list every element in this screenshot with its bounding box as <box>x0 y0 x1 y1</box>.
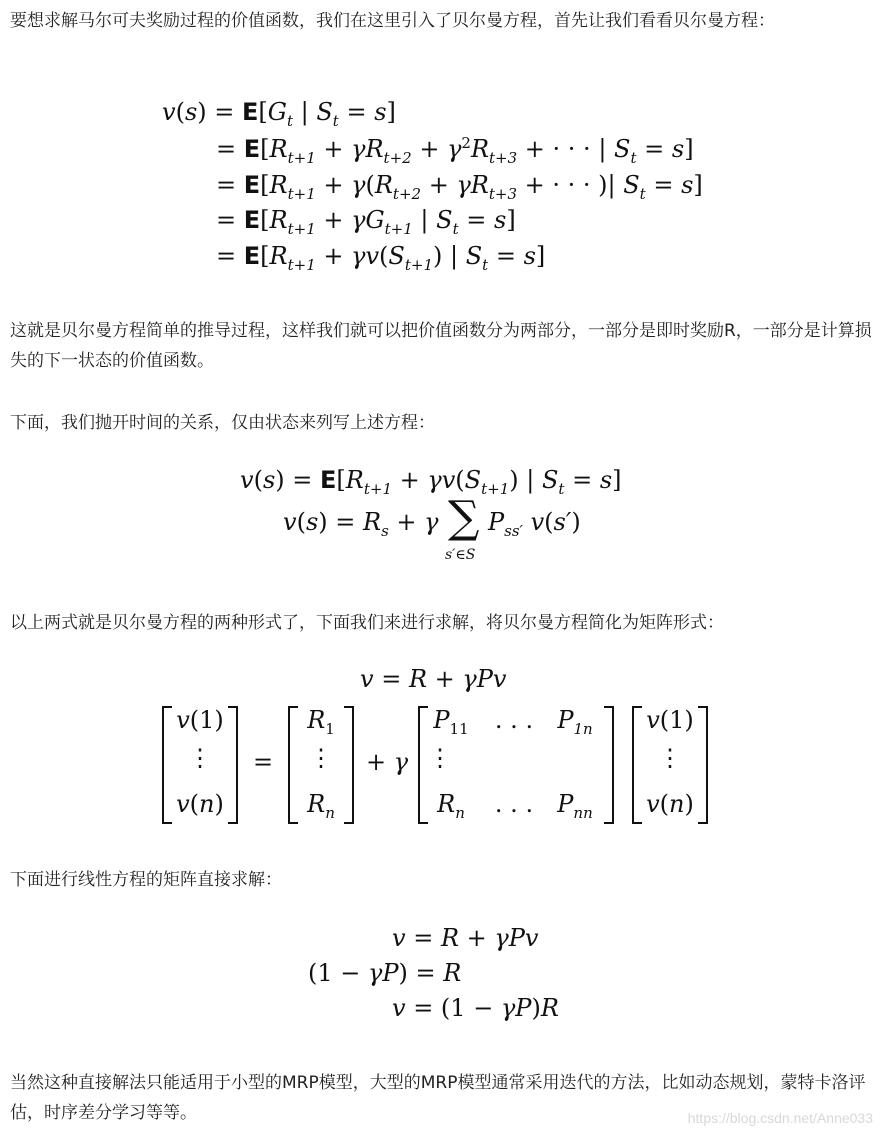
csdn-watermark: https://blog.csdn.net/Anne033 <box>687 1110 873 1126</box>
derivation-summary-paragraph: 这就是贝尔曼方程简单的推导过程，这样我们就可以把价值函数分为两部分，一部分是即时奖励R，一部分是计算损失的下一状态的价值函数。 <box>10 321 872 371</box>
conclusion-paragraph: 当然这种直接解法只能适用于小型的MRP模型，大型的MRP模型通常采用迭代的方法，比如动态规划，蒙特卡洛评估，时序差分学习等等。 <box>10 1073 866 1123</box>
solution-line-3: v = (1 − γP)R <box>392 994 559 1022</box>
solution-line-1: v = R + γPv <box>392 924 539 952</box>
derivation-line-2: = $E[R_{t+1} + \gamma R_{t+2} + \gamma^2R_{t+3}$ + · · · | $S_t = s$] <box>216 134 694 167</box>
solution-line-2: (1 − γP) = R <box>308 959 462 987</box>
state-form-line-1: $v(s) = E[R_{t+1} + \gamma v(S_{t+1})$ | $S_t = s$] <box>240 466 622 498</box>
summation-symbol: ∑ <box>448 492 480 543</box>
summation-index: s′∈S <box>445 547 476 563</box>
state-form-paragraph: 下面，我们抛开时间的关系，仅由状态来列写上述方程： <box>10 413 435 433</box>
state-form-line-2: $v(s) = R_s + \gamma$ <box>283 508 439 540</box>
state-form-line-2-tail: $P_{ss'}$ v(s′) <box>488 508 581 540</box>
derivation-line-3: = $E[R_{t+1} + \gamma(R_{t+2} + \gamma R_{t+3}$ + · · · )| $S_t = s$] <box>216 171 703 203</box>
matrix-form-compact: v = R + γPv <box>360 665 507 693</box>
derivation-line-4: = $E[R_{t+1} + \gamma G_{t+1}$ | $S_t = s$] <box>216 206 516 238</box>
derivation-line-5: = $E[R_{t+1} + \gamma v(S_{t+1})$ | $S_t = s$] <box>216 242 546 274</box>
matrix-form-paragraph: 以上两式就是贝尔曼方程的两种形式了，下面我们来进行求解，将贝尔曼方程简化为矩阵形式： <box>10 613 724 633</box>
intro-paragraph: 要想求解马尔可夫奖励过程的价值函数，我们在这里引入了贝尔曼方程，首先让我们看看贝尔曼方程： <box>10 11 775 31</box>
direct-solve-paragraph: 下面进行线性方程的矩阵直接求解： <box>10 870 282 890</box>
derivation-line-1: $v(s) = E[G_t$ | $S_t = s$] <box>162 98 396 130</box>
